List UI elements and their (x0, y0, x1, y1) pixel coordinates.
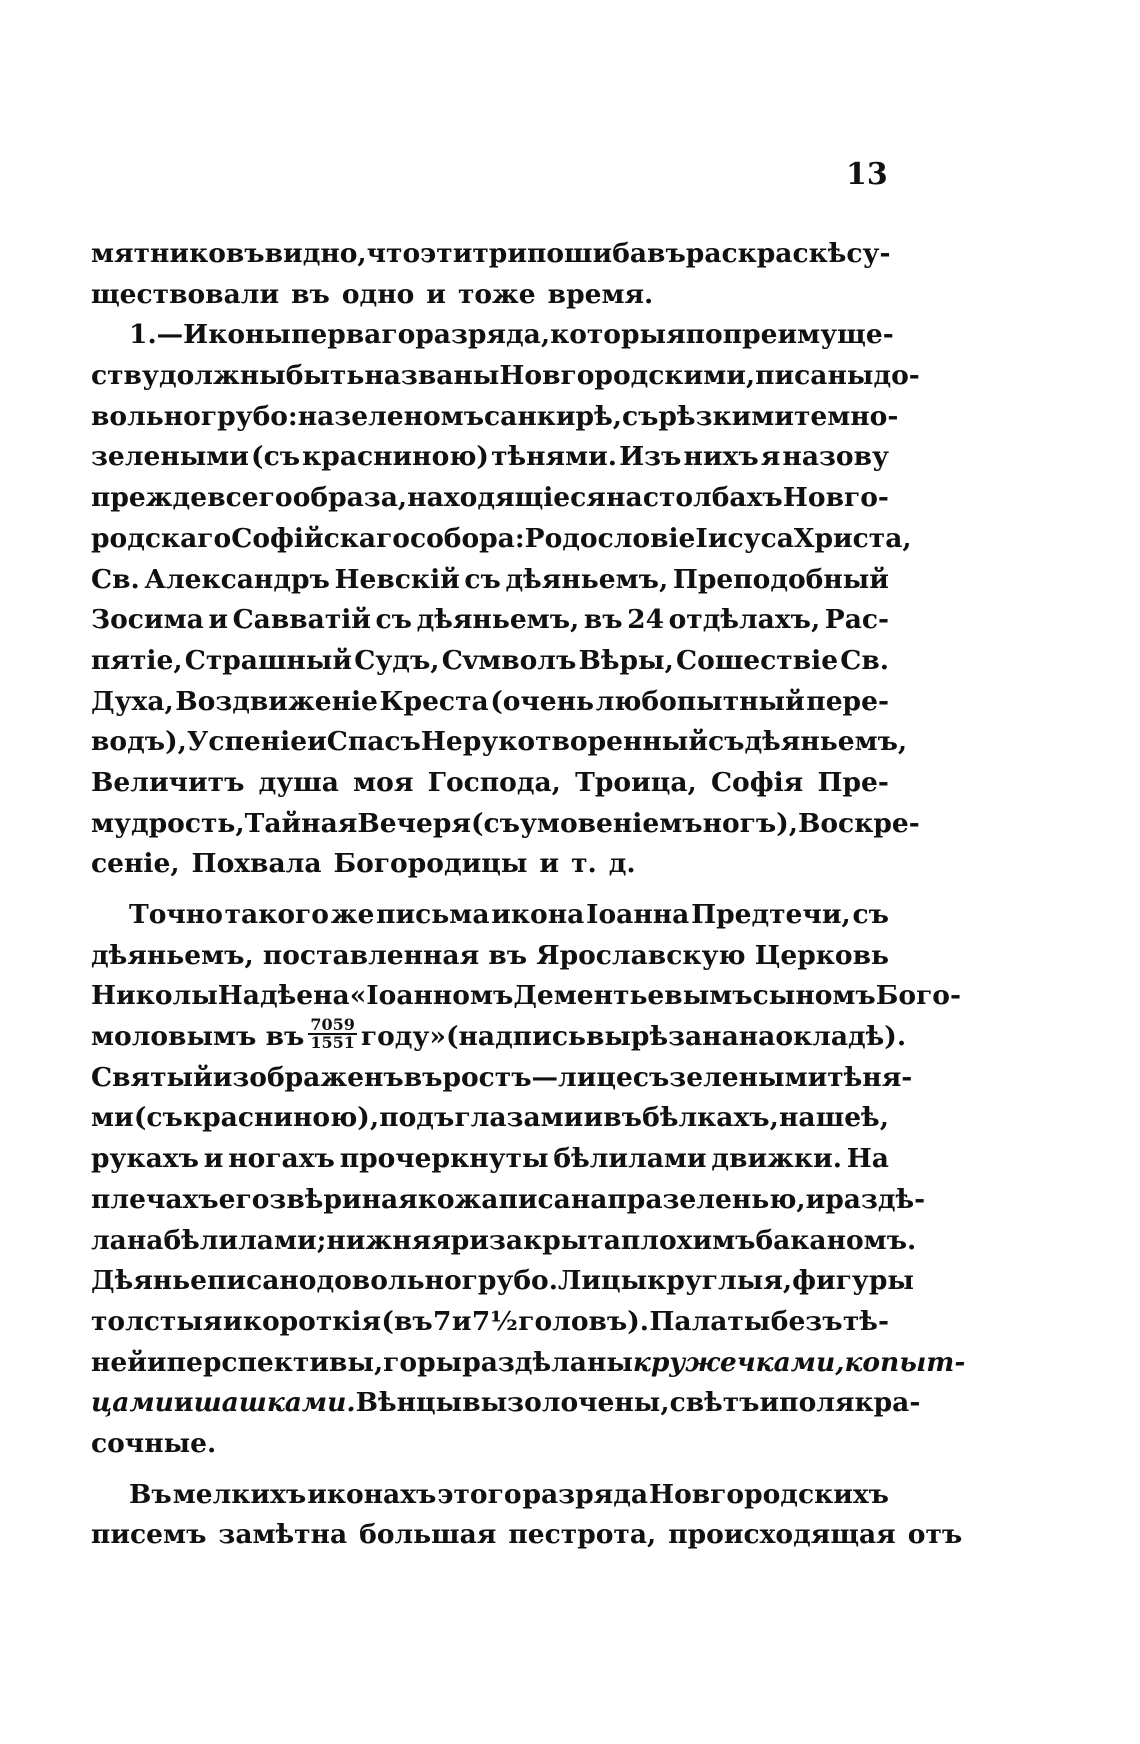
word: ществовали (91, 278, 280, 310)
word: быть (285, 360, 365, 392)
word: должны (158, 360, 286, 392)
word: Новгородскихъ (649, 1478, 889, 1510)
word: празеленью, (607, 1183, 806, 1215)
word: подъ (379, 1102, 455, 1134)
text-line (91, 600, 889, 641)
word: и (173, 1387, 194, 1419)
word: (въ (381, 1305, 433, 1337)
word: нижняя (326, 1224, 451, 1256)
word: икона (491, 899, 585, 930)
word: Дементьевымъ (513, 980, 753, 1012)
word: тоже (457, 278, 536, 310)
word: баканомъ. (755, 1224, 917, 1256)
text-line (91, 1098, 889, 1139)
word: съ (852, 899, 889, 930)
word: въ (403, 1061, 443, 1093)
word: шеѣ, (815, 1102, 889, 1134)
word: въ (291, 278, 330, 310)
paragraph-gap (91, 885, 889, 895)
word: происходящая (668, 1519, 896, 1551)
word: писана (498, 1183, 608, 1215)
word: Троица, (575, 766, 697, 798)
text-line (91, 641, 889, 682)
word: дѣяньемъ, (744, 726, 908, 758)
word: замѣтна (218, 1519, 348, 1551)
word: Судъ, (354, 644, 440, 676)
word: 7½ (471, 1305, 518, 1337)
word: преимуще- (722, 319, 894, 351)
body-text (91, 234, 966, 1556)
italic-word: цами (91, 1387, 174, 1419)
word: и (208, 604, 228, 636)
text-line (91, 397, 899, 438)
text-line (91, 1475, 889, 1516)
word: на (606, 482, 643, 514)
word: Святый (91, 1061, 213, 1093)
word: всего (207, 482, 293, 514)
word: этого (437, 1478, 522, 1510)
word: Сошествіе (676, 644, 839, 676)
word: поставленная (262, 939, 480, 971)
word: одно (341, 278, 415, 310)
word: бѣлилами (553, 1143, 707, 1175)
word: плохимъ (620, 1224, 756, 1256)
text-line (91, 560, 889, 601)
text-line (91, 804, 920, 845)
word: лана (91, 1224, 164, 1256)
word: д. (608, 848, 636, 880)
word: довольно (316, 1265, 462, 1297)
word: водъ), (91, 726, 187, 758)
word: сочные. (91, 1427, 217, 1459)
word: раздѣланы (462, 1346, 633, 1378)
word: отъ (907, 1519, 963, 1551)
word: Господа, (427, 766, 561, 798)
text-line (91, 682, 889, 723)
word: (надпись (446, 1021, 586, 1053)
word: Вѣры, (578, 644, 674, 676)
word: движки. (711, 1143, 842, 1175)
paragraph-gap (91, 1465, 889, 1475)
word: риза (450, 1224, 524, 1256)
text-line (91, 1383, 921, 1424)
word: съ (621, 400, 659, 432)
word: Похвала (191, 848, 322, 880)
word: такого (224, 899, 329, 930)
word: разряда, (415, 319, 551, 351)
word: Пре- (817, 766, 889, 798)
word: я (760, 441, 781, 473)
word: Софійскаго (231, 522, 410, 554)
word: грубо: (200, 400, 298, 432)
word: видно, (264, 238, 367, 269)
word: и (146, 1346, 167, 1378)
word: разряда (522, 1478, 649, 1510)
word: прочеркнуты (339, 1143, 549, 1175)
text-line (91, 478, 889, 519)
word: Св. (840, 644, 889, 676)
word: Бого- (875, 980, 961, 1012)
word: которыя (550, 319, 686, 351)
word: темно- (793, 400, 899, 432)
word: его (218, 1183, 270, 1215)
word: На (846, 1143, 889, 1175)
word: Родословіе (524, 522, 696, 554)
word: въ (488, 939, 528, 971)
word: сеніе, (91, 848, 180, 880)
word: Христа, (793, 522, 912, 554)
word: Преподобный (672, 563, 889, 595)
word: рѣзкими (658, 400, 794, 432)
word: Точно (129, 899, 223, 930)
word: тѣ- (842, 1305, 889, 1337)
word: Страшный (184, 644, 353, 676)
word: ногъ), (702, 807, 798, 839)
word: изображенъ (212, 1061, 404, 1093)
word: мелкихъ (172, 1478, 307, 1510)
word: раздѣ- (825, 1183, 926, 1215)
text-line (91, 1302, 889, 1343)
text-line (91, 275, 889, 316)
text-line (91, 1221, 917, 1262)
word: поля (779, 1387, 855, 1419)
word: эти (420, 238, 473, 269)
word: тѣня- (827, 1061, 913, 1093)
word: красниною) (302, 441, 489, 473)
word: Новгородскими, (499, 360, 756, 392)
word: ству (91, 360, 159, 392)
text-line (91, 1058, 913, 1099)
word: Богородицы (333, 848, 528, 880)
word: прежде (91, 482, 208, 514)
word: красниною), (183, 1102, 380, 1134)
word: и (426, 278, 446, 310)
word: писемъ (91, 1519, 207, 1551)
text-line (91, 356, 920, 397)
text-line (91, 895, 889, 936)
word: грубо. (461, 1265, 558, 1297)
word: ней (91, 1346, 147, 1378)
word: Воздвиженіе (175, 685, 378, 717)
fraction-numerator: 7059 (310, 1015, 355, 1035)
word: и (307, 726, 327, 758)
word: Новго- (782, 482, 889, 514)
word: родскаго (91, 522, 232, 554)
text-line (91, 1015, 907, 1058)
word: и (539, 848, 560, 880)
text-line (91, 1180, 926, 1221)
word: 1.—Иконы (129, 319, 291, 351)
word: круглыя, (647, 1265, 793, 1297)
word: же (330, 899, 375, 930)
word: Сvмволъ (441, 644, 577, 676)
word: рукахъ (91, 1143, 199, 1175)
word: Николы (91, 980, 218, 1012)
word: свѣтъ (669, 1387, 760, 1419)
word: Вѣнцы (355, 1387, 463, 1419)
word: дѣяньемъ, (416, 604, 580, 636)
word: Софія (710, 766, 804, 798)
word: моловымъ въ (91, 1021, 305, 1053)
word: окладѣ). (775, 1021, 907, 1053)
word: три (472, 238, 527, 269)
word: съ (632, 1061, 670, 1093)
text-line (91, 1515, 963, 1556)
text-line (91, 1424, 889, 1465)
word: Савватій (232, 604, 371, 636)
word: вызолочены, (462, 1387, 670, 1419)
word: вырѣзана (585, 1021, 739, 1053)
word: крыта (523, 1224, 621, 1256)
word: Спасъ (326, 726, 421, 758)
word: бѣлилами; (163, 1224, 327, 1256)
word: и (222, 1305, 243, 1337)
word: названы (364, 360, 500, 392)
word: душа (258, 766, 339, 798)
word: писано (207, 1265, 317, 1297)
word: Воскре- (797, 807, 920, 839)
word: находящіеся (407, 482, 606, 514)
word: горы (383, 1346, 463, 1378)
text-line (91, 1139, 889, 1180)
word: фигуры (792, 1265, 914, 1297)
italic-word: кружечками, (632, 1346, 845, 1378)
word: на (297, 400, 335, 432)
word: Церковь (754, 939, 889, 971)
word: тѣнями. (491, 441, 617, 473)
word: (съ (133, 1102, 183, 1134)
text-line (91, 437, 889, 478)
word: Изъ (619, 441, 682, 473)
word: Предтечи, (691, 899, 851, 930)
word: дѣяньемъ, (505, 563, 669, 595)
word: столбахъ (642, 482, 783, 514)
text-line (91, 763, 889, 804)
text-line (91, 844, 889, 885)
text-line (91, 1261, 914, 1302)
word: по (685, 319, 723, 351)
text-line (91, 519, 912, 560)
word: Зосима (91, 604, 204, 636)
fraction-denominator: 1551 (310, 1033, 355, 1053)
word: толстыя (91, 1305, 223, 1337)
word: Палаты (649, 1305, 771, 1337)
word: съ (464, 563, 501, 595)
word: Іисуса (695, 522, 794, 554)
word: Тайная (244, 807, 358, 839)
word: Успеніе (186, 726, 308, 758)
word: су- (846, 238, 891, 269)
text-line (91, 315, 894, 356)
word: Александръ (144, 563, 330, 595)
word: Невскій (334, 563, 460, 595)
word: (съ (470, 807, 520, 839)
word: ногахъ (228, 1143, 335, 1175)
word: «Іоанномъ (349, 980, 514, 1012)
word: Въ (129, 1478, 172, 1510)
text-line (91, 1343, 966, 1384)
word: письма (376, 899, 490, 930)
word: любопытный (595, 685, 805, 717)
word: пошиба (526, 238, 648, 269)
word: перспективы, (166, 1346, 384, 1378)
italic-word: шашками. (193, 1387, 356, 1419)
word: (очень (490, 685, 595, 717)
word: и (759, 1387, 780, 1419)
word: Ярославскую (536, 939, 746, 971)
word: сыномъ (752, 980, 876, 1012)
word: и (805, 1183, 826, 1215)
text-line (91, 936, 889, 977)
word: зелеными (91, 441, 249, 473)
word: зеленомъ (334, 400, 485, 432)
word: (съ (251, 441, 301, 473)
word: глазами (454, 1102, 584, 1134)
word: Лицы (557, 1265, 648, 1297)
word: въ (603, 1102, 643, 1134)
word: санкирѣ, (484, 400, 622, 432)
word: кра- (854, 1387, 921, 1419)
word: мудрость, (91, 807, 245, 839)
word: Дѣянье (91, 1265, 208, 1297)
word: зелеными (669, 1061, 828, 1093)
word: время. (547, 278, 654, 310)
word: бѣлкахъ, (642, 1102, 779, 1134)
word: вольно (91, 400, 201, 432)
word: и (451, 1305, 472, 1337)
word: Надѣена (217, 980, 350, 1012)
word: звѣриная (269, 1183, 418, 1215)
word: головъ). (518, 1305, 650, 1337)
word: съ (375, 604, 412, 636)
word: на (738, 1021, 776, 1053)
word: Іоанна (586, 899, 690, 930)
word: моя (353, 766, 414, 798)
word: на (778, 1102, 816, 1134)
word: пере- (806, 685, 889, 717)
word: Рас- (824, 604, 889, 636)
text-line (91, 722, 908, 763)
word: иконахъ (307, 1478, 437, 1510)
word: 7 (433, 1305, 452, 1337)
word: что (366, 238, 421, 269)
word: ми (91, 1102, 134, 1134)
word: и (203, 1143, 224, 1175)
year-fraction (308, 1017, 357, 1058)
word: Величитъ (91, 766, 245, 798)
word: и (583, 1102, 604, 1134)
text-line (91, 976, 961, 1017)
page-number: 13 (846, 157, 888, 192)
word: умовеніемъ (519, 807, 703, 839)
text-line (91, 234, 889, 275)
word: въ (647, 238, 686, 269)
word: безъ (770, 1305, 843, 1337)
word: плечахъ (91, 1183, 219, 1215)
word: съ (707, 726, 745, 758)
word: Креста (379, 685, 489, 717)
word: писаны (755, 360, 874, 392)
word: образа, (292, 482, 408, 514)
word: назову (782, 441, 889, 473)
word: 24 (627, 604, 665, 636)
word: перваго (290, 319, 416, 351)
word: ростъ—лице (442, 1061, 633, 1093)
word: въ (583, 604, 623, 636)
word: дѣяньемъ, (91, 939, 254, 971)
word: нихъ (683, 441, 759, 473)
word: пестрота, (508, 1519, 657, 1551)
word: Св. (91, 563, 140, 595)
word: Нерукотворенный (420, 726, 708, 758)
italic-word: копыт- (844, 1346, 966, 1378)
word: году» (360, 1021, 446, 1053)
word: собора: (409, 522, 525, 554)
word: мятниковъ (91, 238, 265, 269)
word: до- (873, 360, 920, 392)
word: раскраскѣ (685, 238, 847, 269)
word: Вечеря (357, 807, 471, 839)
word: короткія (242, 1305, 382, 1337)
word: т. (571, 848, 597, 880)
word: Духа, (91, 685, 174, 717)
word: большая (359, 1519, 497, 1551)
word: пятіе, (91, 644, 183, 676)
word: кожа (417, 1183, 499, 1215)
word: отдѣлахъ, (668, 604, 821, 636)
